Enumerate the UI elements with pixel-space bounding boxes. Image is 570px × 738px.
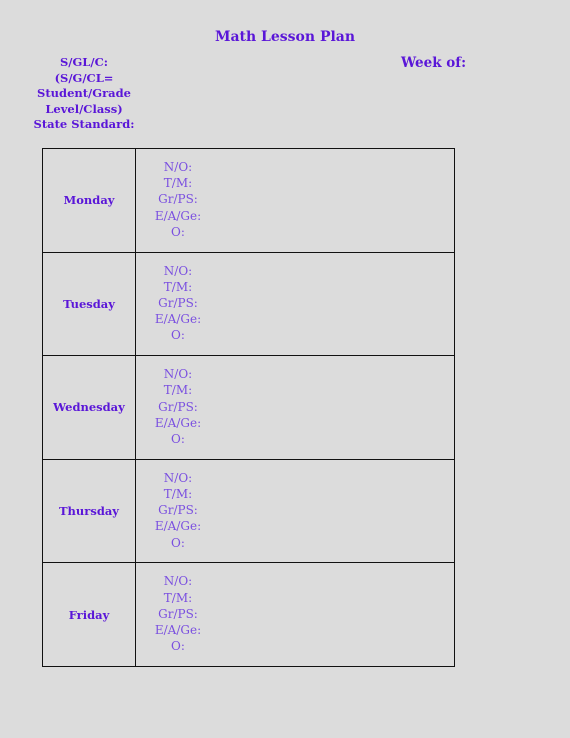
lesson-plan-table: [42, 148, 455, 667]
table-row-thursday: [43, 460, 454, 564]
standard-header: [20, 55, 148, 133]
field-number-operations: N/O:: [163, 367, 193, 382]
field-list: [136, 470, 220, 551]
field-list: [136, 366, 220, 447]
day-label: Wednesday: [43, 356, 136, 459]
plan-cell[interactable]: [136, 253, 454, 356]
field-list: [136, 159, 220, 240]
header-line-state-standard: State Standard:: [33, 117, 135, 131]
table-row-monday: [43, 149, 454, 253]
field-graphs-problem-solving: Gr/PS:: [158, 296, 198, 310]
table-row-tuesday: [43, 253, 454, 357]
day-label: Thursday: [43, 460, 136, 563]
plan-cell[interactable]: [136, 563, 454, 666]
field-time-money: T/M:: [163, 383, 193, 398]
field-list: [136, 573, 220, 654]
field-time-money: T/M:: [163, 486, 193, 501]
page-title: Math Lesson Plan: [214, 29, 356, 45]
header-line-sglc: S/GL/C:: [59, 55, 108, 69]
plan-cell[interactable]: [136, 356, 454, 459]
field-graphs-problem-solving: Gr/PS:: [158, 192, 198, 207]
field-other: O:: [171, 432, 185, 446]
field-estimation-algebra-geometry: E/A/Ge:: [154, 312, 202, 327]
field-time-money: T/M:: [163, 590, 193, 605]
week-of-label: Week of:: [401, 55, 467, 71]
field-other: O:: [171, 639, 185, 654]
field-other: O:: [171, 535, 185, 550]
field-other: O:: [171, 328, 185, 343]
header-line-level-class: Level/Class): [45, 101, 123, 116]
plan-cell[interactable]: [136, 149, 454, 252]
field-other: O:: [171, 224, 185, 239]
field-graphs-problem-solving: Gr/PS:: [158, 503, 198, 518]
header-line-student-grade: Student/Grade: [37, 86, 131, 100]
table-row-wednesday: [43, 356, 454, 460]
day-label: Tuesday: [43, 253, 136, 356]
field-time-money: T/M:: [163, 176, 193, 191]
field-estimation-algebra-geometry: E/A/Ge:: [154, 622, 202, 637]
field-time-money: T/M:: [163, 279, 193, 294]
header-line-abbrev-open: (S/G/CL=: [54, 70, 114, 85]
field-estimation-algebra-geometry: E/A/Ge:: [154, 415, 202, 430]
field-estimation-algebra-geometry: E/A/Ge:: [154, 519, 202, 534]
plan-cell[interactable]: [136, 460, 454, 563]
field-graphs-problem-solving: Gr/PS:: [158, 399, 198, 414]
day-label: Friday: [43, 563, 136, 666]
field-number-operations: N/O:: [163, 470, 193, 485]
field-number-operations: N/O:: [163, 574, 193, 589]
table-row-friday: [43, 563, 454, 666]
day-label: Monday: [43, 149, 136, 252]
field-graphs-problem-solving: Gr/PS:: [158, 606, 198, 621]
field-number-operations: N/O:: [163, 263, 193, 278]
field-estimation-algebra-geometry: E/A/Ge:: [154, 208, 202, 223]
field-number-operations: N/O:: [163, 160, 193, 174]
field-list: [136, 263, 220, 344]
